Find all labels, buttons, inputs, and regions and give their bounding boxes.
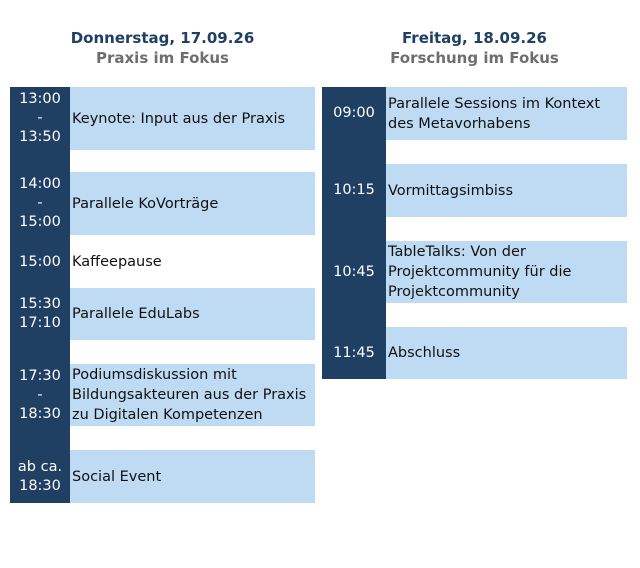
thursday-heading xyxy=(10,28,315,68)
session-time: 15:00 xyxy=(19,253,61,270)
session-label: Kaffeepause xyxy=(72,254,162,270)
friday-heading xyxy=(322,28,627,68)
session-time: 10:45 xyxy=(333,263,375,280)
session-label: Parallele KoVorträge xyxy=(72,195,219,212)
session-label: Social Event xyxy=(72,468,162,485)
session-label: Abschluss xyxy=(388,345,461,361)
session-time: 15:30 17:10 xyxy=(19,296,61,331)
session-time: 10:15 xyxy=(333,182,375,198)
session-label: TableTalks: Von der Projektcommunity für die Projektcommunity xyxy=(388,244,572,300)
session-label: Parallele EduLabs xyxy=(72,306,200,322)
session-time: 11:45 xyxy=(333,344,375,361)
thursday-subtitle: Praxis im Fokus xyxy=(95,49,229,67)
session-time: ab ca. 18:30 xyxy=(17,458,63,494)
session-label: Vormittagsimbiss xyxy=(388,182,514,199)
session-label: Parallele Sessions im Kontext des Metavorhabens xyxy=(388,95,601,132)
session-label: Keynote: Input aus der Praxis xyxy=(72,110,286,127)
friday-subtitle: Forschung im Fokus xyxy=(390,49,559,67)
session-time: 14:00 - 15:00 xyxy=(19,176,61,230)
session-label: Podiumsdiskussion mit Bildungsakteuren aus der Praxis zu Digitalen Kompetenzen xyxy=(72,367,307,423)
session-time: 17:30 - 18:30 xyxy=(19,367,61,422)
session-time: 09:00 xyxy=(333,105,375,121)
thursday-title: Donnerstag, 17.09.26 xyxy=(70,29,255,47)
friday-title: Freitag, 18.09.26 xyxy=(402,29,547,47)
session-time: 13:00 - 13:50 xyxy=(19,91,61,145)
